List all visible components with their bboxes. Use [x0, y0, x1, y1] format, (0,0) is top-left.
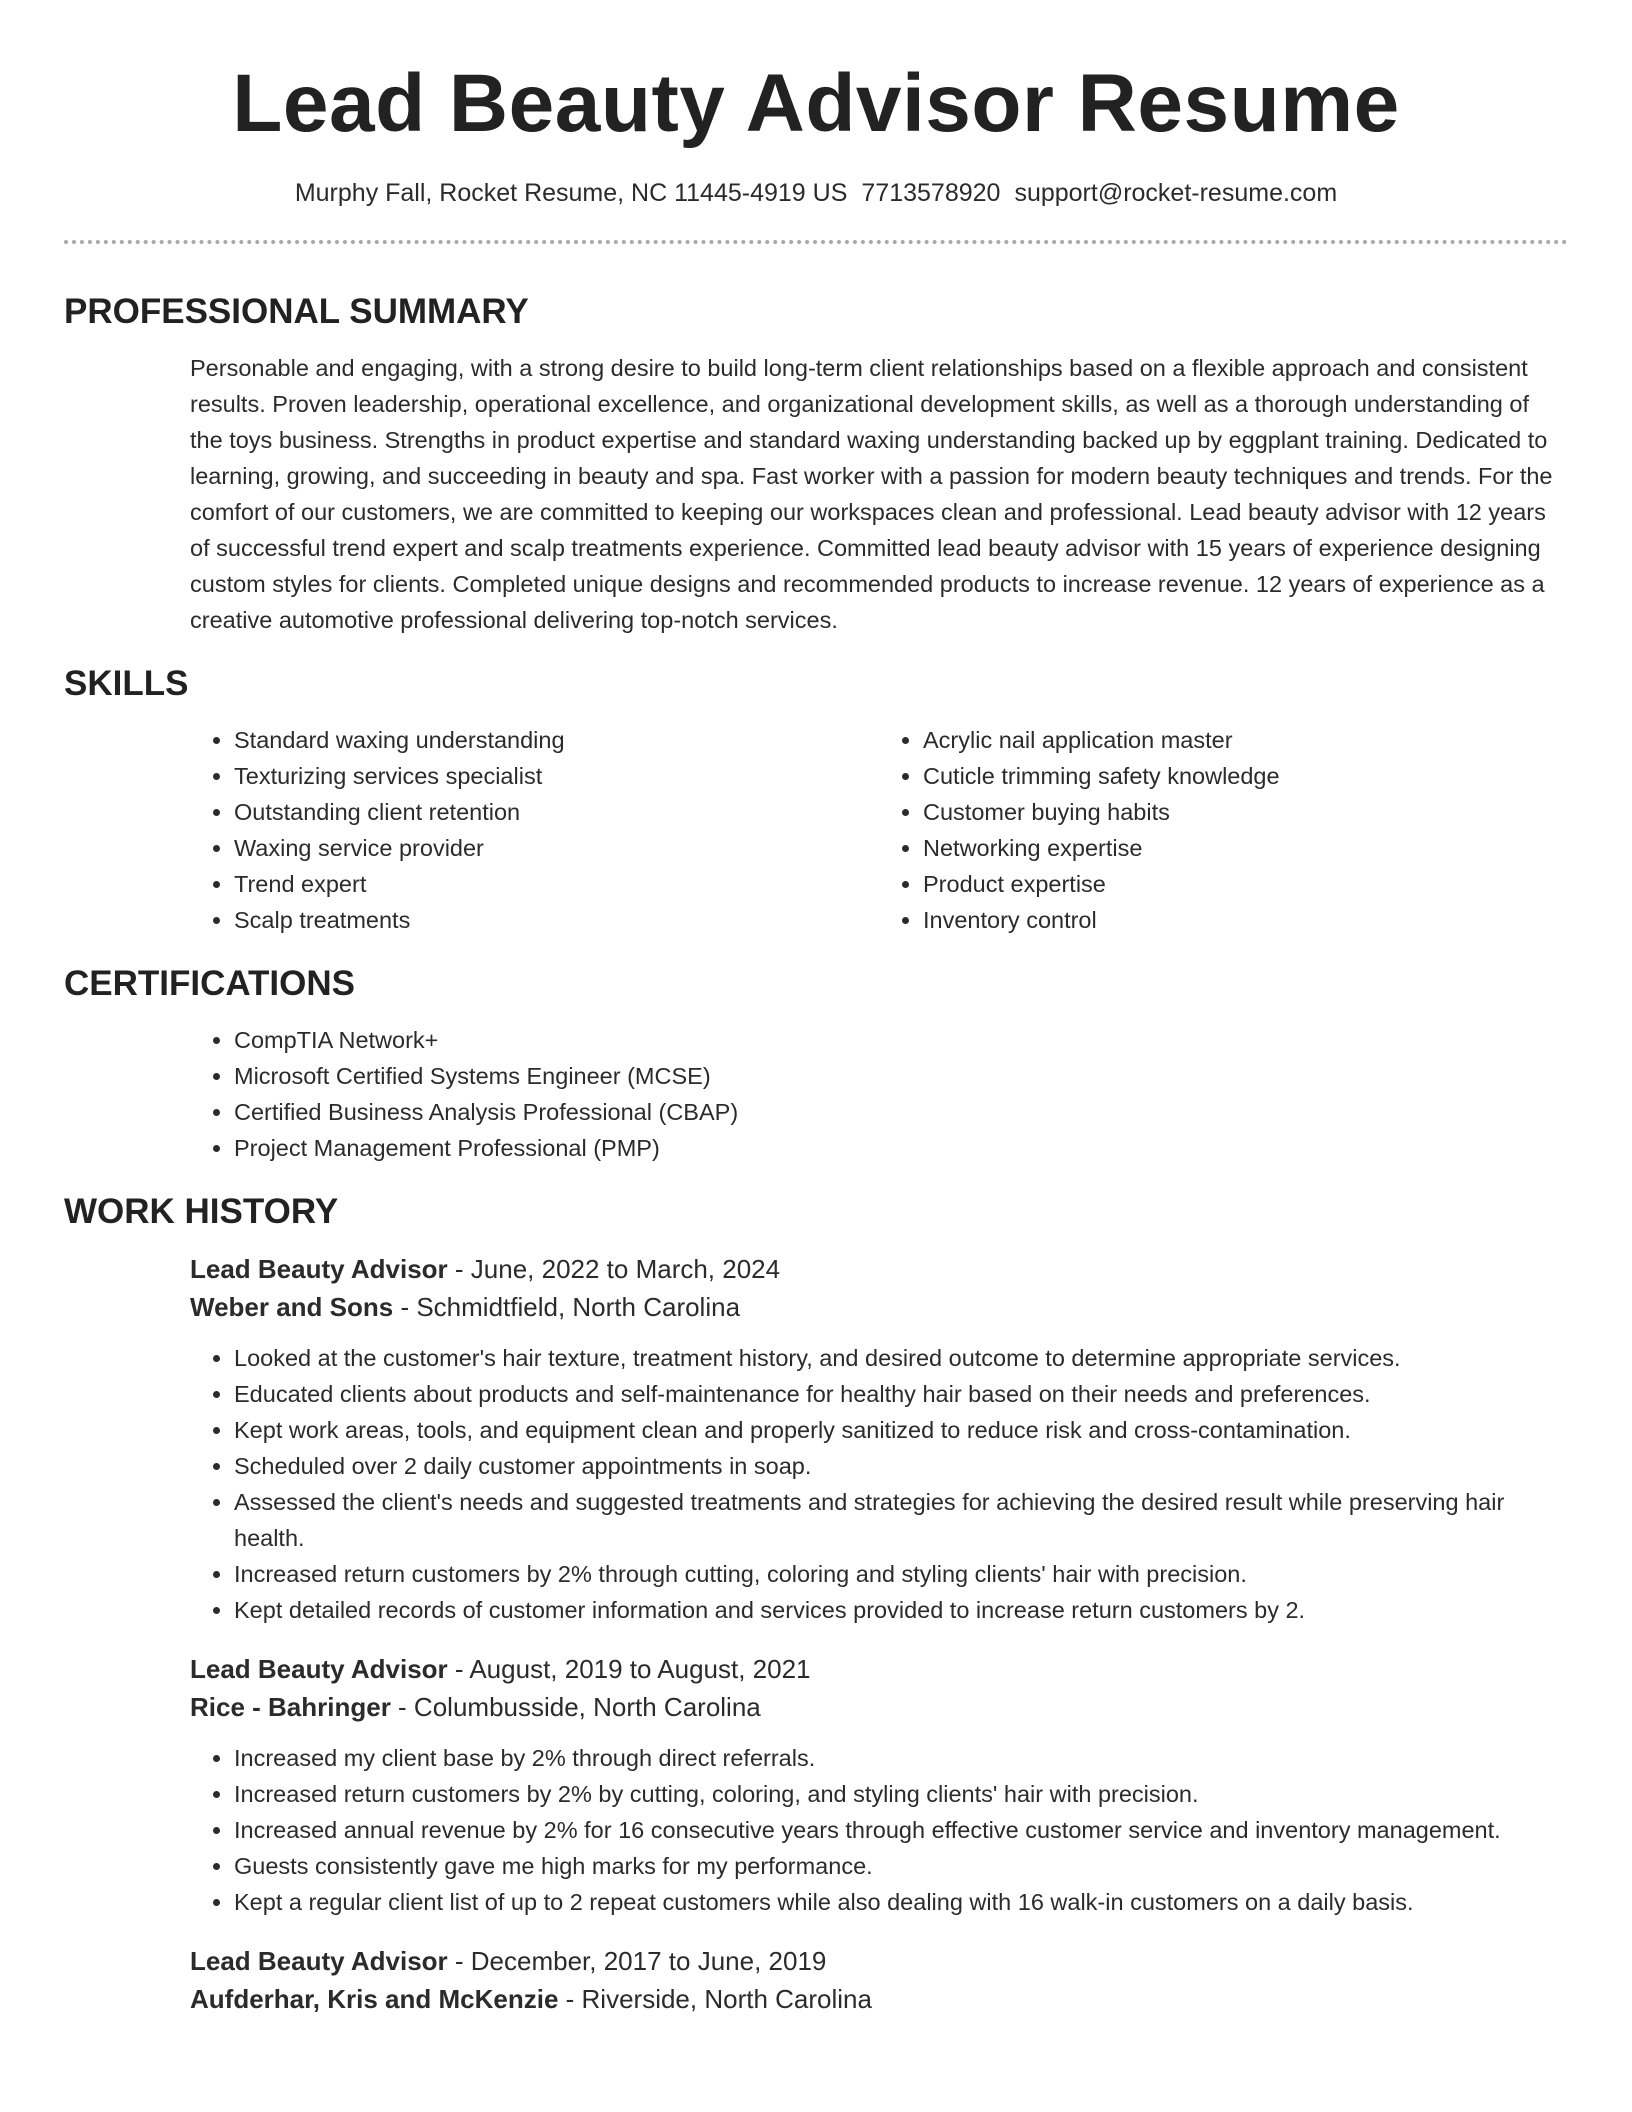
job-duties-list [190, 1340, 1568, 1628]
job-duty-item: • Looked at the customer's hair texture, treatment history, and desired outcome to determine appropriate services. [234, 1340, 1568, 1376]
job-duty-item: • Educated clients about products and self-maintenance for healthy hair based on their needs and preferences. [234, 1376, 1568, 1412]
job-title-line [190, 1250, 1568, 1288]
job-title: Lead Beauty Advisor [190, 1654, 448, 1684]
job-duty-item: • Kept work areas, tools, and equipment clean and properly sanitized to reduce risk and cross-contamination. [234, 1412, 1568, 1448]
jobs-container [64, 1250, 1568, 2018]
job-entry [190, 1942, 1568, 2018]
job-entry [190, 1650, 1568, 1920]
summary-section [64, 292, 1568, 638]
job-location: - Schmidtfield, North Carolina [393, 1292, 741, 1322]
job-company: Weber and Sons [190, 1292, 394, 1322]
job-dates: - December, 2017 to June, 2019 [447, 1946, 827, 1976]
skill-item: • Scalp treatments [234, 902, 879, 938]
job-duty-item: • Increased return customers by 2% through cutting, coloring and styling clients' hair with precision. [234, 1556, 1568, 1592]
job-duty-item: • Increased my client base by 2% through direct referrals. [234, 1740, 1568, 1776]
summary-heading: PROFESSIONAL SUMMARY [64, 292, 529, 331]
job-title: Lead Beauty Advisor [190, 1254, 448, 1284]
job-company: Rice - Bahringer [190, 1692, 391, 1722]
job-entry [190, 1250, 1568, 1628]
certification-item: • Microsoft Certified Systems Engineer (MCSE) [234, 1058, 1568, 1094]
job-location: - Columbusside, North Carolina [390, 1692, 761, 1722]
skill-item: • Texturizing services specialist [234, 758, 879, 794]
job-company-line [190, 1980, 1568, 2018]
certifications-heading: CERTIFICATIONS [64, 964, 356, 1003]
skill-item: • Trend expert [234, 866, 879, 902]
skill-item: • Cuticle trimming safety knowledge [923, 758, 1568, 794]
job-company-line [190, 1688, 1568, 1726]
skill-item: • Customer buying habits [923, 794, 1568, 830]
skill-item: • Networking expertise [923, 830, 1568, 866]
job-duty-item: • Increased return customers by 2% by cutting, coloring, and styling clients' hair with precision. [234, 1776, 1568, 1812]
contact-email: support@rocket-resume.com [1014, 179, 1338, 207]
skill-item: • Product expertise [923, 866, 1568, 902]
job-title-line [190, 1942, 1568, 1980]
contact-line [64, 178, 1568, 208]
skill-item: • Waxing service provider [234, 830, 879, 866]
skills-list-left [190, 722, 879, 938]
skill-item: • Standard waxing understanding [234, 722, 879, 758]
work-history-section [64, 1192, 1568, 2018]
job-duty-item: • Assessed the client's needs and suggested treatments and strategies for achieving the desired result while preserving hair health. [234, 1484, 1568, 1556]
contact-address: Murphy Fall, Rocket Resume, NC 11445-4919 US [294, 179, 848, 207]
summary-text: Personable and engaging, with a strong desire to build long-term client relationships based on a flexible approach and consistent results. Proven leadership, operational excellence, and organizational development skills, as well as a thorough understanding of the toys business. Strengths in product expertise and standard waxing understanding backed up by eggplant training. Dedicated to learning, growing, and succeeding in beauty and spa. Fast worker with a passion for modern beauty techniques and trends. For the comfort of our customers, we are committed to keeping our workspaces clean and professional. Lead beauty advisor with 12 years of successful trend expert and scalp treatments experience. Committed lead beauty advisor with 15 years of experience designing custom styles for clients. Completed unique designs and recommended products to increase revenue. 12 years of experience as a creative automotive professional delivering top-notch services. [190, 355, 1553, 633]
certification-item: • CompTIA Network+ [234, 1022, 1568, 1058]
job-title: Lead Beauty Advisor [190, 1946, 448, 1976]
skills-section [64, 664, 1568, 938]
skill-item: • Outstanding client retention [234, 794, 879, 830]
job-company-line [190, 1288, 1568, 1326]
job-dates: - August, 2019 to August, 2021 [447, 1654, 811, 1684]
job-title-line [190, 1650, 1568, 1688]
resume-title: Lead Beauty Advisor Resume [232, 58, 1400, 149]
job-duty-item: • Scheduled over 2 daily customer appointments in soap. [234, 1448, 1568, 1484]
skill-item: • Inventory control [923, 902, 1568, 938]
job-duties-list [190, 1740, 1568, 1920]
job-duty-item: • Kept detailed records of customer information and services provided to increase return customers by 2. [234, 1592, 1568, 1628]
certification-item: • Project Management Professional (PMP) [234, 1130, 1568, 1166]
certifications-list [190, 1022, 1568, 1166]
job-company: Aufderhar, Kris and McKenzie [190, 1984, 559, 2014]
header-divider [64, 240, 1568, 244]
certifications-section [64, 964, 1568, 1166]
job-duty-item: • Increased annual revenue by 2% for 16 consecutive years through effective customer service and inventory management. [234, 1812, 1568, 1848]
certification-item: • Certified Business Analysis Professional (CBAP) [234, 1094, 1568, 1130]
job-location: - Riverside, North Carolina [558, 1984, 872, 2014]
skills-list-right [879, 722, 1568, 938]
skills-heading: SKILLS [64, 664, 189, 703]
job-dates: - June, 2022 to March, 2024 [447, 1254, 781, 1284]
job-duty-item: • Guests consistently gave me high marks for my performance. [234, 1848, 1568, 1884]
work-history-heading: WORK HISTORY [64, 1192, 339, 1231]
skill-item: • Acrylic nail application master [923, 722, 1568, 758]
contact-phone: 7713578920 [861, 179, 1001, 207]
job-duty-item: • Kept a regular client list of up to 2 repeat customers while also dealing with 16 walk-in customers on a daily basis. [234, 1884, 1568, 1920]
